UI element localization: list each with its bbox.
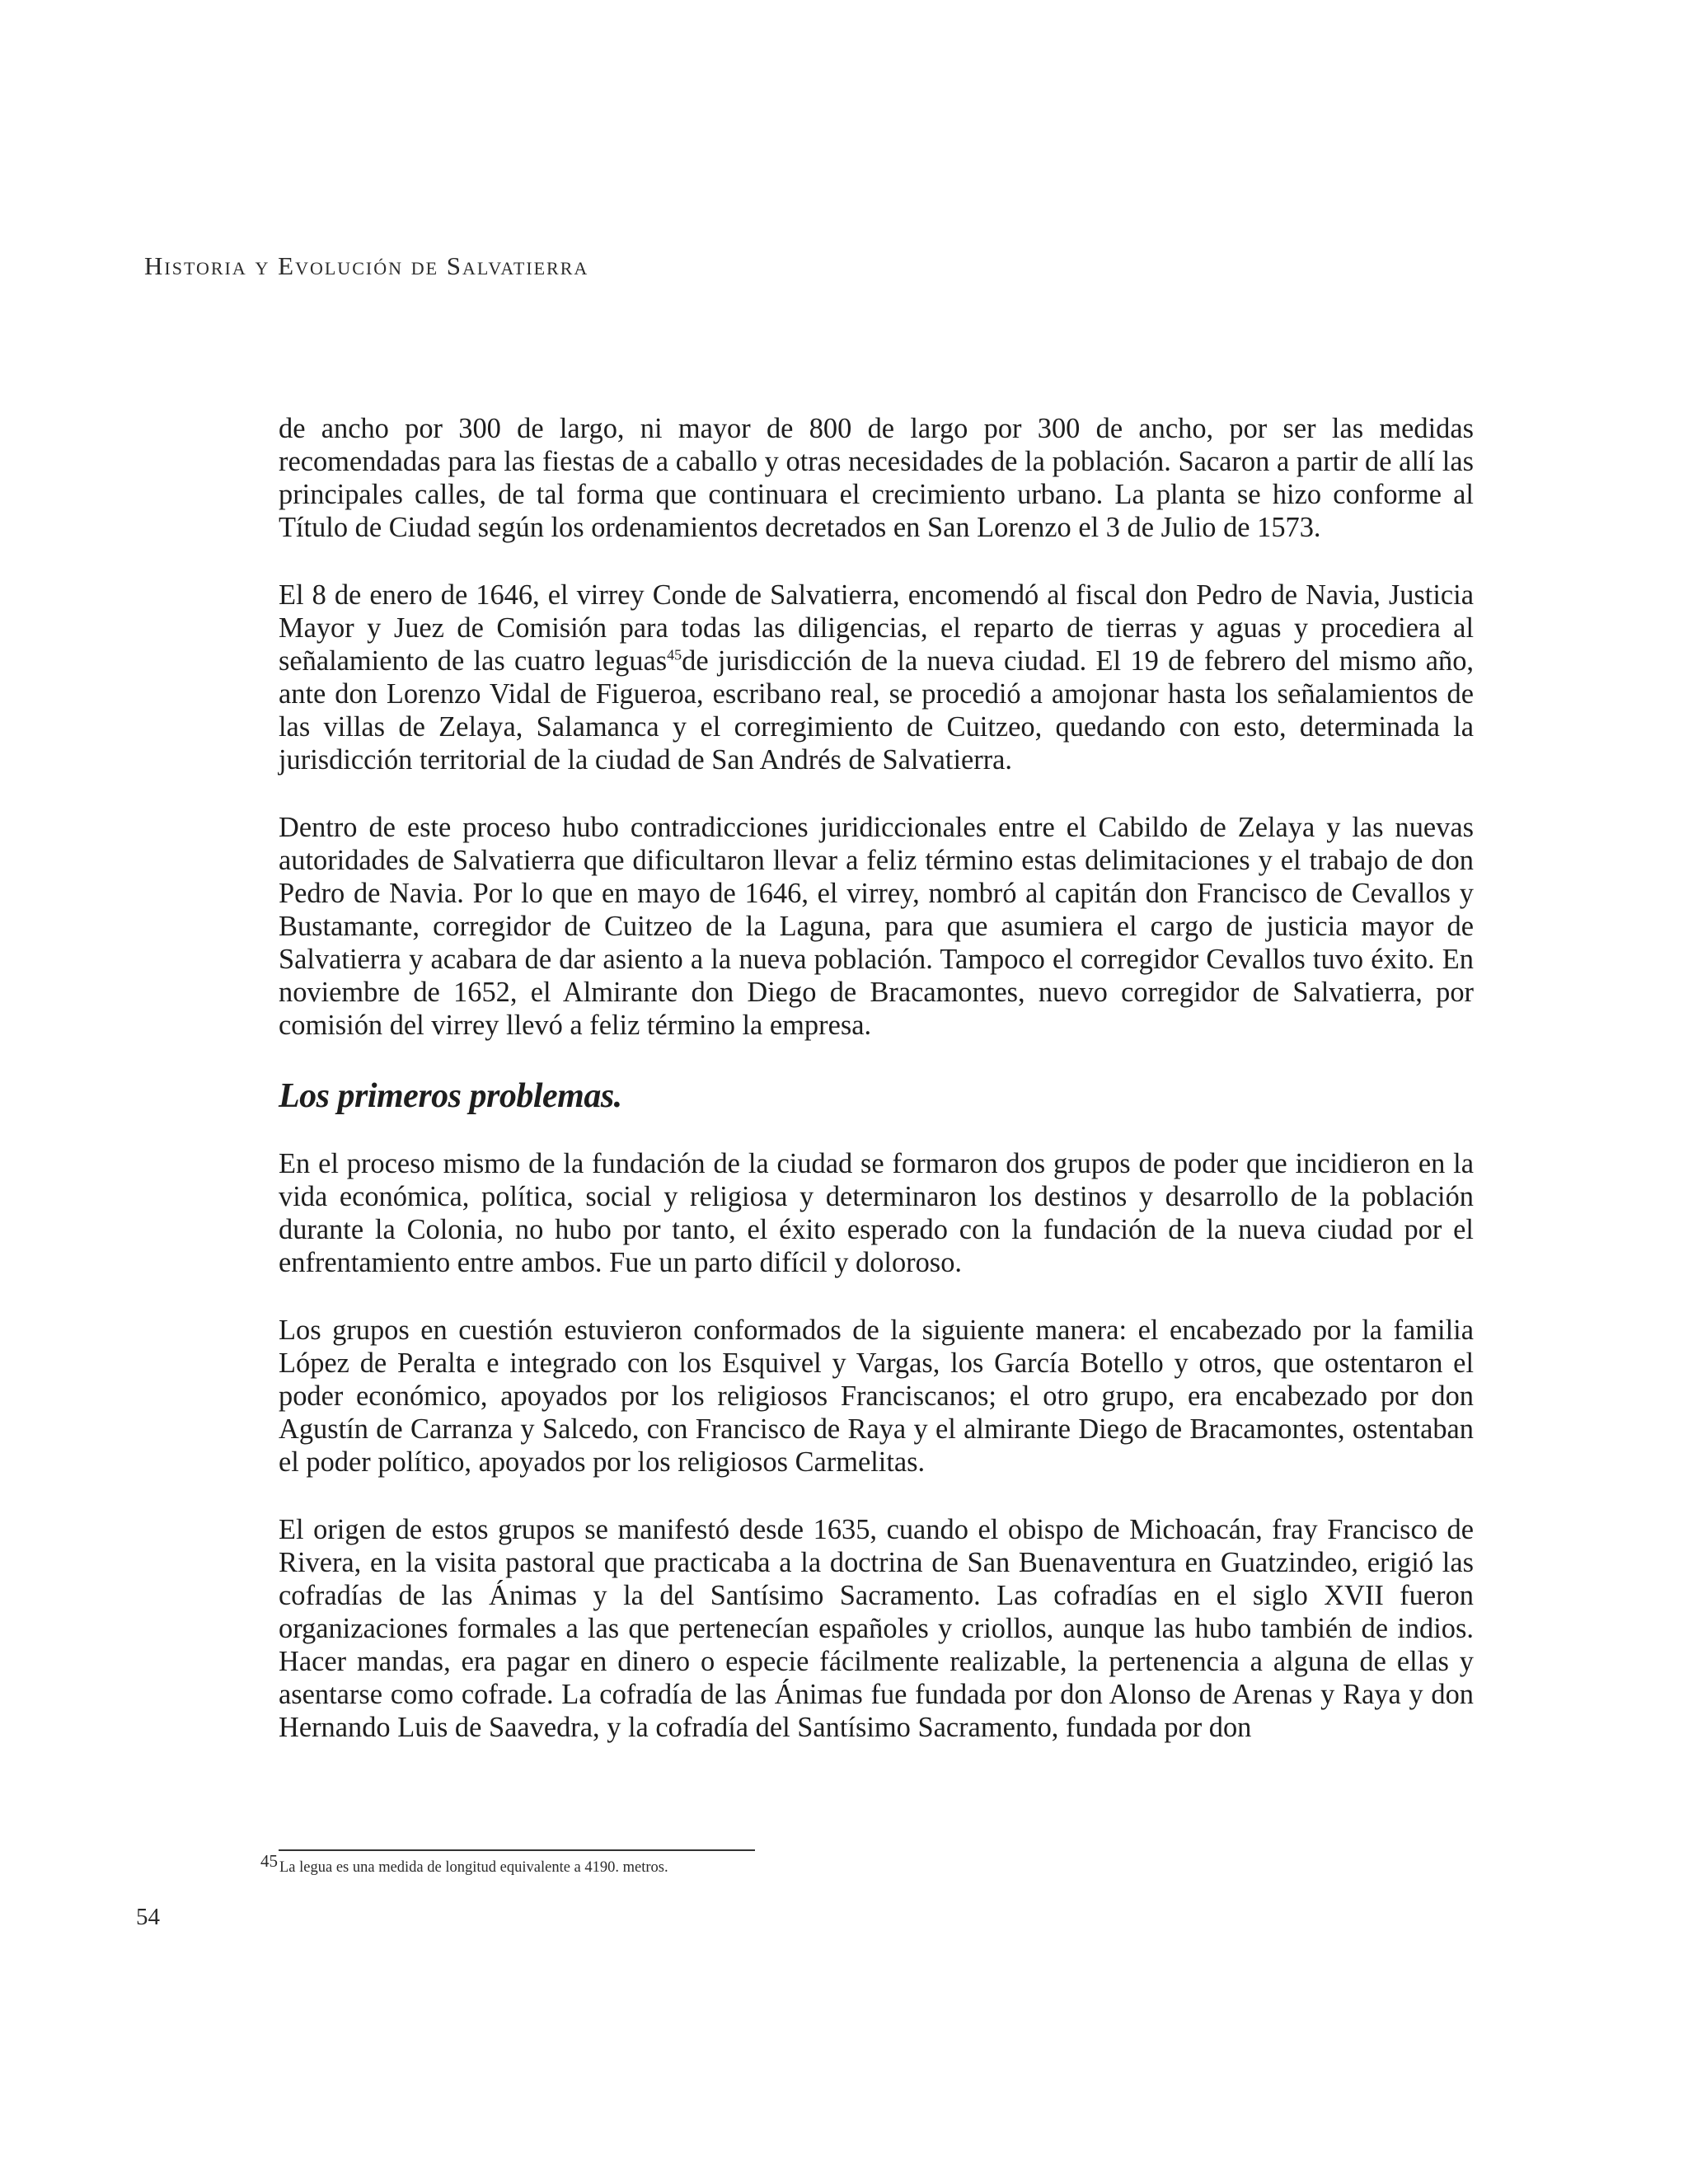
footnote [260, 1851, 668, 1877]
footnote-number: 45 [260, 1851, 278, 1871]
paragraph-3: Dentro de este proceso hubo contradicciones juridiccionales entre el Cabildo de Zelaya y las nuevas autoridades de Salvatierra que dificultaron llevar a feliz término estas delimitaciones y el trabajo de don Pedro de Navia. Por lo que en mayo de 1646, el virrey, nombró al capitán don Francisco de Cevallos y Bustamante, corregidor de Cuitzeo de la Laguna, para que asumiera el cargo de justicia mayor de Salvatierra y acabara de dar asiento a la nueva población. Tampoco el corregidor Cevallos tuvo éxito. En noviembre de 1652, el Almirante don Diego de Bracamontes, nuevo corregidor de Salvatierra, por comisión del virrey llevó a feliz término la empresa. [279, 812, 1474, 1041]
paragraph-2 [279, 579, 1474, 776]
running-header: Historia y Evolución de Salvatierra [144, 251, 589, 280]
section-heading: Los primeros problemas. [279, 1077, 622, 1115]
page-number: 54 [136, 1904, 160, 1930]
paragraph-4: En el proceso mismo de la fundación de la ciudad se formaron dos grupos de poder que incidieron en la vida económica, política, social y religiosa y determinaron los destinos y desarrollo de la población durante la Colonia, no hubo por tanto, el éxito esperado con la fundación de la nueva ciudad por el enfrentamiento entre ambos. Fue un parto difícil y doloroso. [279, 1148, 1474, 1278]
footnote-text: La legua es una medida de longitud equivalente a 4190. metros. [279, 1859, 668, 1876]
footnote-reference[interactable]: 45 [667, 646, 682, 663]
body-text [279, 412, 1474, 1779]
paragraph-1: de ancho por 300 de largo, ni mayor de 800 de largo por 300 de ancho, por ser las medidas recomendadas para las fiestas de a caballo y otras necesidades de la población. Sacaron a partir de allí las principales calles, de tal forma que continuara el crecimiento urbano. La planta se hizo conforme al Título de Ciudad según los ordenamientos decretados en San Lorenzo el 3 de Julio de 1573. [279, 413, 1474, 543]
paragraph-5: Los grupos en cuestión estuvieron conformados de la siguiente manera: el encabezado por la familia López de Peralta e integrado con los Esquivel y Vargas, los García Botello y otros, que ostentaron el poder económico, apoyados por los religiosos Franciscanos; el otro grupo, era encabezado por don Agustín de Carranza y Salcedo, con Francisco de Raya y el almirante Diego de Bracamontes, ostentaban el poder político, apoyados por los religiosos Carmelitas. [279, 1315, 1474, 1478]
paragraph-2-text-b: de jurisdicción de la nueva ciudad. El 19 de febrero del mismo año, ante don Lorenzo Vidal de Figueroa, escribano real, se procedió a amojonar hasta los señalamientos de las villas de Zelaya, Salamanca y el corregimiento de Cuitzeo, quedando con esto, determinada la jurisdicción territorial de la ciudad de San Andrés de Salvatierra. [279, 645, 1475, 776]
paragraph-6: El origen de estos grupos se manifestó desde 1635, cuando el obispo de Michoacán, fray Francisco de Rivera, en la visita pastoral que practicaba a la doctrina de San Buenaventura en Guatzindeo, erigió las cofradías de las Ánimas y la del Santísimo Sacramento. Las cofradías en el siglo XVII fueron organizaciones formales a las que pertenecían españoles y criollos, aunque las hubo también de indios. Hacer mandas, era pagar en dinero o especie fácilmente realizable, la pertenencia a alguna de ellas y asentarse como cofrade. La cofradía de las Ánimas fue fundada por don Alonso de Arenas y Raya y don Hernando Luis de Saavedra, y la cofradía del Santísimo Sacramento, fundada por don [279, 1514, 1474, 1743]
paragraph-2-text-a: El 8 de enero de 1646, el virrey Conde de Salvatierra, encomendó al fiscal don Pedro de Navia, Justicia Mayor y Juez de Comisión para todas las diligencias, el reparto de tierras y aguas y procediera al señalamiento de las cuatro leguas [279, 579, 1474, 677]
footnote-divider [279, 1849, 755, 1851]
